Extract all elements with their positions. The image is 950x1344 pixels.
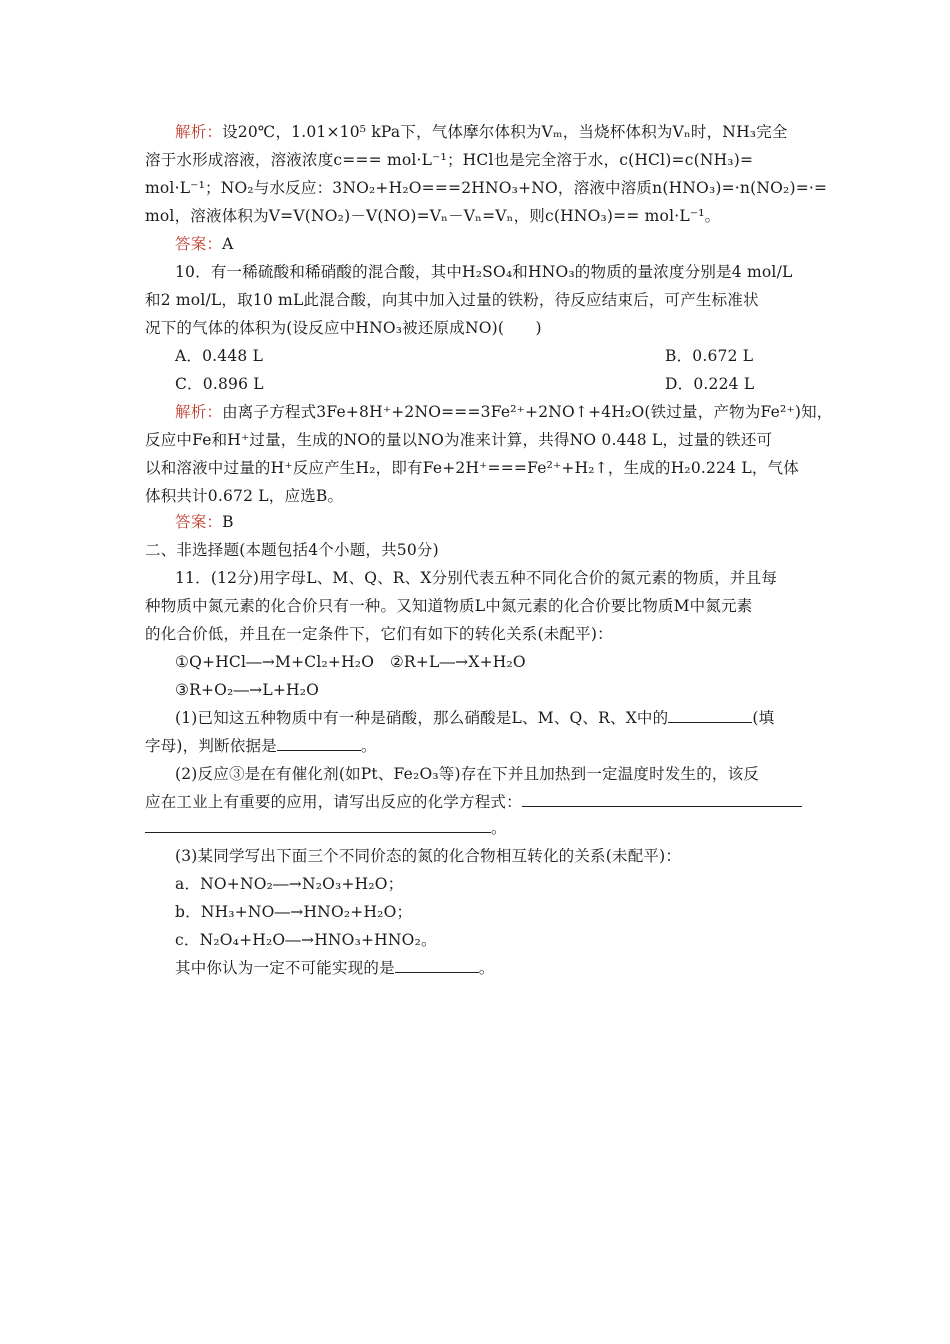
q11-line-3: 的化合价低，并且在一定条件下，它们有如下的转化关系(未配平)： <box>145 625 613 643</box>
q11-part3-b: b．NH₃+NO―→HNO₂+H₂O； <box>175 903 413 921</box>
q9-solution-line-4: mol，溶液体积为V=V(NO₂)－V(NO)=Vₙ－Vₙ=Vₙ，则c(HNO₃)== mol·L⁻¹。 <box>145 207 721 225</box>
q10-solution-line-4: 体积共计0.672 L，应选B。 <box>145 487 344 505</box>
section-title: 二、非选择题(本题包括4个小题，共50分) <box>145 541 439 559</box>
q9-solution-line-1: 解析：设20℃，1.01×10⁵ kPa下，气体摩尔体积为Vₘ，当烧杯体积为Vₙ时，NH₃完全 <box>175 123 788 141</box>
answer-blank[interactable] <box>522 792 802 807</box>
answer-value: A <box>222 235 234 253</box>
answer-value: B <box>222 513 234 531</box>
q11-part3-a: a．NO+NO₂―→N₂O₃+H₂O； <box>175 875 404 893</box>
solution-label: 解析： <box>175 123 223 141</box>
q10-line-2: 和2 mol/L，取10 mL此混合酸，向其中加入过量的铁粉，待反应结束后，可产生标准状 <box>145 291 759 309</box>
q11-reactions-1-2: ①Q+HCl―→M+Cl₂+H₂O ②R+L―→X+H₂O <box>175 653 526 671</box>
q11-part2-line-1: (2)反应③是在有催化剂(如Pt、Fe₂O₃等)存在下并且加热到一定温度时发生的，该反 <box>175 765 760 783</box>
q11-part3-c: c．N₂O₄+H₂O―→HNO₃+HNO₂。 <box>175 931 437 949</box>
q10-options-row-2 <box>175 374 845 394</box>
q10-solution-line-3: 以和溶液中过量的H⁺反应产生H₂，即有Fe+2H⁺===Fe²⁺+H₂↑，生成的H₂0.224 L，气体 <box>145 459 799 477</box>
q11-part2-line-3: 。 <box>145 818 815 838</box>
option-a: A．0.448 L <box>175 347 264 365</box>
answer-blank[interactable] <box>668 708 752 723</box>
q9-solution-line-3: mol·L⁻¹；NO₂与水反应：3NO₂+H₂O===2HNO₃+NO，溶液中溶质n(HNO₃)=·n(NO₂)=·= <box>145 179 828 197</box>
answer-label: 答案： <box>175 513 223 531</box>
answer-blank[interactable] <box>145 818 491 833</box>
q11-line-2: 种物质中氮元素的化合价只有一种。又知道物质L中氮元素的化合价要比物质M中氮元素 <box>145 597 753 615</box>
q10-options-row-1 <box>175 346 845 366</box>
q10-solution-line-2: 反应中Fe和H⁺过量，生成的NO的量以NO为准来计算，共得NO 0.448 L，过量的铁还可 <box>145 431 773 449</box>
option-d: D．0.224 L <box>665 375 755 393</box>
q10-line-1: 10．有一稀硫酸和稀硝酸的混合酸，其中H₂SO₄和HNO₃的物质的量浓度分别是4 mol/L <box>175 263 793 281</box>
q11-line-1: 11．(12分)用字母L、M、Q、R、X分别代表五种不同化合价的氮元素的物质，并且每 <box>175 569 778 587</box>
q10-answer <box>175 512 845 532</box>
solution-label: 解析： <box>175 403 223 421</box>
q10-solution-line-1: 解析：由离子方程式3Fe+8H⁺+2NO===3Fe²⁺+2NO↑+4H₂O(铁过量，产物为Fe²⁺)知， <box>175 403 833 421</box>
answer-blank[interactable] <box>277 736 361 751</box>
q11-part2-line-2: 应在工业上有重要的应用，请写出反应的化学方程式： <box>145 792 815 812</box>
option-b: B．0.672 L <box>665 347 754 365</box>
q9-answer <box>175 234 845 254</box>
answer-blank[interactable] <box>395 958 479 973</box>
q11-part3-question: 其中你认为一定不可能实现的是 。 <box>175 959 495 977</box>
q11-reaction-3: ③R+O₂―→L+H₂O <box>175 681 320 699</box>
answer-label: 答案： <box>175 235 223 253</box>
q11-part1-line-2: 字母)，判断依据是 。 <box>145 737 377 755</box>
option-c: C．0.896 L <box>175 375 264 393</box>
q9-solution-line-2: 溶于水形成溶液，溶液浓度c=== mol·L⁻¹；HCl也是完全溶于水，c(HCl)=c(NH₃)= <box>145 151 754 169</box>
q11-part3-intro: (3)某同学写出下面三个不同价态的氮的化合物相互转化的关系(未配平)： <box>175 847 682 865</box>
q11-part1-line-1: (1)已知这五种物质中有一种是硝酸，那么硝酸是L、M、Q、R、X中的 (填 <box>175 709 775 727</box>
q10-line-3: 况下的气体的体积为(设反应中HNO₃被还原成NO)( ) <box>145 319 542 337</box>
